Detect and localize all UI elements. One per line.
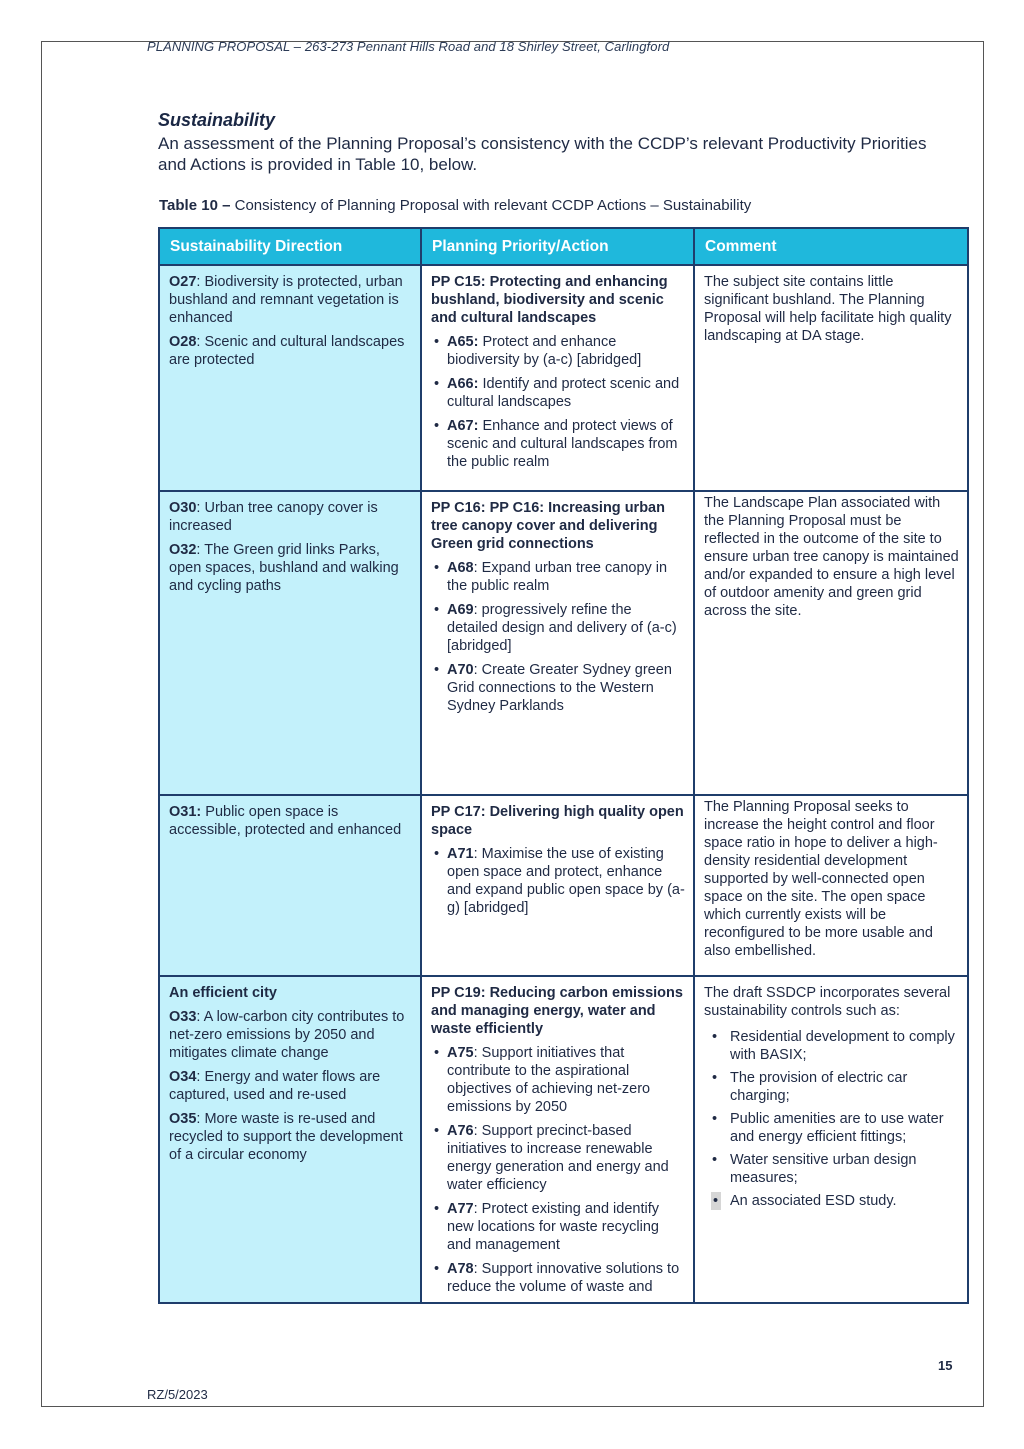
comment-bullet: • Residential development to comply with BASIX;	[704, 1028, 959, 1064]
direction-cell	[159, 795, 421, 976]
action-item: • A69: progressively refine the detailed design and delivery of (a-c) [abridged]	[431, 601, 685, 655]
priority-title: PP C16: PP C16: Increasing urban tree canopy cover and delivering Green grid connections	[431, 500, 665, 552]
direction-cell	[159, 976, 421, 1303]
priority-cell	[421, 976, 694, 1303]
priority-cell	[421, 491, 694, 795]
direction-cell	[159, 265, 421, 491]
priority-title: PP C19: Reducing carbon emissions and managing energy, water and waste efficiently	[431, 985, 683, 1037]
comment-bullet: • Public amenities are to use water and energy efficient fittings;	[704, 1110, 959, 1146]
table-caption-label: Table 10 –	[159, 197, 231, 214]
action-item: • A68: Expand urban tree canopy in the public realm	[431, 559, 685, 595]
priority-title: PP C17: Delivering high quality open space	[431, 804, 684, 838]
table-row	[159, 976, 968, 1303]
comment-bullet: • Water sensitive urban design measures;	[704, 1151, 959, 1187]
table-row	[159, 491, 968, 795]
comment-text: The Landscape Plan associated with the Planning Proposal must be reflected in the outcome of the site to ensure urban tree canopy is maintained and/or expanded to ensure a high level of outdoor amenity and green grid across the site.	[704, 495, 959, 619]
action-item: • A75: Support initiatives that contribute to the aspirational objectives of achieving net-zero emissions by 2050	[431, 1044, 685, 1116]
action-item: • A66: Identify and protect scenic and cultural landscapes	[431, 375, 685, 411]
page-number: 15	[938, 1358, 953, 1373]
direction-cell	[159, 491, 421, 795]
action-item: • A71: Maximise the use of existing open space and protect, enhance and expand public open space by (a-g) [abridged]	[431, 845, 685, 917]
section-title: Sustainability	[158, 110, 276, 130]
running-header: PLANNING PROPOSAL – 263-273 Pennant Hills Road and 18 Shirley Street, Carlingford	[147, 39, 670, 54]
direction-item: O27: Biodiversity is protected, urban bushland and remnant vegetation is enhanced	[169, 274, 403, 326]
action-item: • A67: Enhance and protect views of scenic and cultural landscapes from the public realm	[431, 417, 685, 471]
direction-item: O33: A low-carbon city contributes to net-zero emissions by 2050 and mitigates climate change	[169, 1009, 405, 1061]
direction-item: O30: Urban tree canopy cover is increased	[169, 500, 378, 534]
comment-cell	[694, 795, 968, 976]
action-item: • A65: Protect and enhance biodiversity by (a-c) [abridged]	[431, 333, 685, 369]
table-row	[159, 265, 968, 491]
header-sustainability-direction: Sustainability Direction	[159, 228, 421, 265]
header-comment: Comment	[694, 228, 968, 265]
direction-item: O32: The Green grid links Parks, open spaces, bushland and walking and cycling paths	[169, 542, 399, 594]
comment-bullet: • The provision of electric car charging;	[704, 1069, 959, 1105]
comment-text: The Planning Proposal seeks to increase the height control and floor space ratio in hope to deliver a high-density residential development supported by well-connected open space on the site. The open space which currently exists will be reconfigured to be more usable and also embellished.	[704, 799, 938, 959]
footer-reference: RZ/5/2023	[147, 1387, 208, 1402]
action-item: • A78: Support innovative solutions to reduce the volume of waste and	[431, 1260, 685, 1296]
direction-item: O31: Public open space is accessible, protected and enhanced	[169, 804, 402, 838]
action-item: • A77: Protect existing and identify new locations for waste recycling and management	[431, 1200, 685, 1254]
comment-cell	[694, 491, 968, 795]
intro-paragraph: An assessment of the Planning Proposal’s consistency with the CCDP’s relevant Productivity Priorities and Actions is provided in Table 10, below.	[158, 134, 927, 174]
priority-title: PP C15: Protecting and enhancing bushland, biodiversity and scenic and cultural landscapes	[431, 274, 668, 326]
table-caption	[159, 197, 751, 214]
priority-cell	[421, 265, 694, 491]
comment-cell	[694, 265, 968, 491]
direction-item: O34: Energy and water flows are captured, used and re-used	[169, 1069, 381, 1103]
table-row	[159, 795, 968, 976]
direction-item: O28: Scenic and cultural landscapes are protected	[169, 334, 405, 368]
table-header-row	[159, 228, 968, 265]
direction-heading: An efficient city	[169, 985, 277, 1001]
comment-cell	[694, 976, 968, 1303]
consistency-table	[158, 227, 969, 1304]
action-item: • A76: Support precinct-based initiatives to increase renewable energy generation and energy and water efficiency	[431, 1122, 685, 1194]
comment-text: The subject site contains little significant bushland. The Planning Proposal will help facilitate high quality landscaping at DA stage.	[704, 274, 952, 344]
header-planning-priority: Planning Priority/Action	[421, 228, 694, 265]
table-caption-text: Consistency of Planning Proposal with relevant CCDP Actions – Sustainability	[230, 197, 752, 214]
action-item: • A70: Create Greater Sydney green Grid connections to the Western Sydney Parklands	[431, 661, 685, 715]
priority-cell	[421, 795, 694, 976]
comment-text: The draft SSDCP incorporates several sustainability controls such as:	[704, 985, 951, 1019]
comment-bullet: • An associated ESD study.	[704, 1192, 959, 1210]
direction-item: O35: More waste is re-used and recycled to support the development of a circular economy	[169, 1111, 403, 1163]
